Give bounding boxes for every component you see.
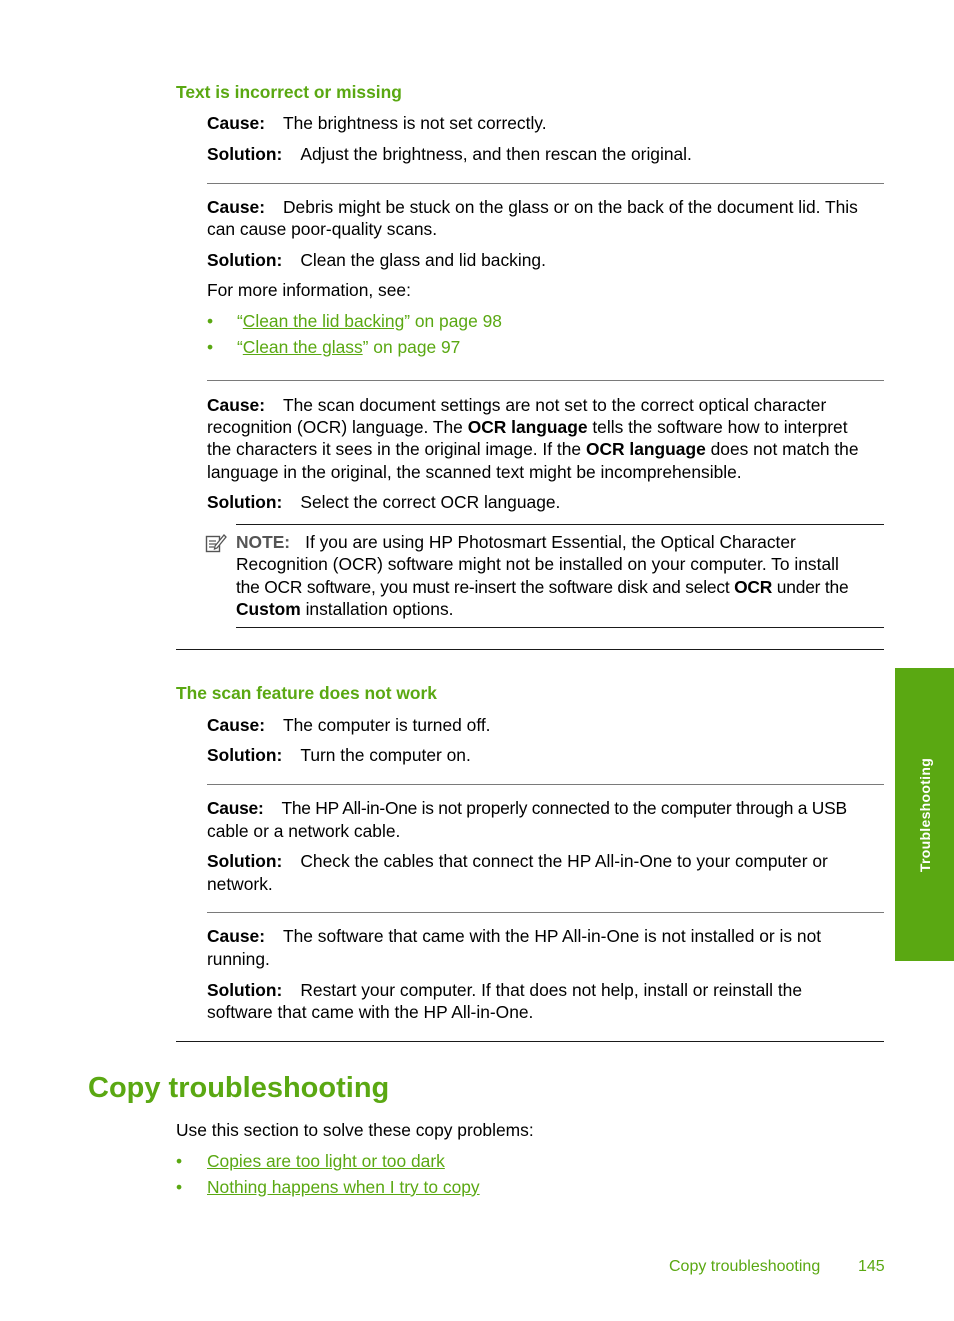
link-nothing-happens-text[interactable]: Nothing happens when I try to copy <box>207 1177 480 1197</box>
solution-text: Clean the glass and lid backing. <box>300 250 546 270</box>
cause-text: Debris might be stuck on the glass or on the back of the document lid. This <box>283 197 858 217</box>
ocr-term: OCR <box>734 577 773 597</box>
note-text-continued <box>236 598 453 620</box>
copy-intro-text: Use this section to solve these copy problems: <box>176 1120 534 1140</box>
side-tab-troubleshooting <box>895 668 954 961</box>
cause-text: The HP All-in-One is not properly connected to the computer through a USB <box>281 798 847 818</box>
cause-row <box>207 714 491 736</box>
cause-text-continued: can cause poor-quality scans. <box>207 219 438 239</box>
list-item <box>176 1150 182 1172</box>
bullet: • <box>207 311 214 331</box>
text-run: installation options. <box>300 599 454 619</box>
cause-label: Cause: <box>207 113 265 133</box>
list-item <box>207 310 213 332</box>
link-item-clean-lid[interactable] <box>237 310 502 332</box>
note-pencil-icon <box>205 532 227 554</box>
text-run: does not match the <box>705 439 859 459</box>
cause-row <box>207 797 847 819</box>
section-heading-text-incorrect: Text is incorrect or missing <box>176 82 402 102</box>
link-clean-lid-backing[interactable]: Clean the lid backing <box>242 311 405 331</box>
divider <box>207 784 884 785</box>
bullet: • <box>176 1151 183 1171</box>
cause-text-continued: running. <box>207 949 270 969</box>
solution-text: Select the correct OCR language. <box>300 492 561 512</box>
note-text: If you are using HP Photosmart Essential, the Optical Character <box>305 532 796 552</box>
solution-row <box>207 744 471 766</box>
text-run: tells the software how to interpret <box>587 417 848 437</box>
solution-row <box>207 143 692 165</box>
solution-label: Solution: <box>207 492 283 512</box>
text-run: under the <box>772 577 849 597</box>
cause-row <box>207 394 826 416</box>
cause-label: Cause: <box>207 798 264 818</box>
cause-text-continued <box>207 416 848 438</box>
note-label: NOTE: <box>236 532 291 552</box>
solution-row <box>207 491 560 513</box>
solution-row <box>207 979 802 1001</box>
solution-text: Restart your computer. If that does not help, install or reinstall the <box>300 980 803 1000</box>
solution-text: Turn the computer on. <box>300 745 471 765</box>
solution-text: Check the cables that connect the HP All-in-One to your computer or <box>300 851 828 871</box>
section-divider <box>176 649 884 650</box>
open-quote: “ <box>237 337 243 357</box>
solution-label: Solution: <box>207 745 283 765</box>
solution-text: Adjust the brightness, and then rescan the original. <box>300 144 692 164</box>
link-nothing-happens[interactable] <box>207 1176 480 1198</box>
text-run: the characters it sees in the original image. If the <box>207 439 586 459</box>
cause-text-continued: language in the original, the scanned text might be incomprehensible. <box>207 462 742 482</box>
cause-row <box>207 112 547 134</box>
bullet: • <box>176 1177 183 1197</box>
open-quote: “ <box>237 311 243 331</box>
custom-term: Custom <box>236 599 301 619</box>
list-item <box>207 336 213 358</box>
section-heading-scan-feature: The scan feature does not work <box>176 683 437 703</box>
cause-row <box>207 925 821 947</box>
page-title-copy-troubleshooting: Copy troubleshooting <box>88 1072 390 1104</box>
note-text-continued: Recognition (OCR) software might not be installed on your computer. To install <box>236 554 839 574</box>
solution-label: Solution: <box>207 851 283 871</box>
text-run: recognition (OCR) language. The <box>207 417 468 437</box>
footer-section-name: Copy troubleshooting <box>669 1258 821 1275</box>
ocr-language-term: OCR language <box>585 439 706 459</box>
note-bottom-rule <box>236 627 884 628</box>
ocr-language-term: OCR language <box>467 417 588 437</box>
solution-text-continued: software that came with the HP All-in-One. <box>207 1002 534 1022</box>
note-text-continued <box>236 576 848 598</box>
cause-text: The computer is turned off. <box>283 715 491 735</box>
cause-label: Cause: <box>207 926 265 946</box>
divider <box>207 380 884 381</box>
cause-text-continued: cable or a network cable. <box>207 821 401 841</box>
text-run: the OCR software, you must re-insert the software disk and select <box>236 577 735 597</box>
solution-row <box>207 249 546 271</box>
note-top-rule <box>236 524 884 525</box>
page-number: 145 <box>858 1258 885 1275</box>
cause-text: The brightness is not set correctly. <box>283 113 547 133</box>
divider <box>207 912 884 913</box>
more-info-text: For more information, see: <box>207 280 411 300</box>
section-divider <box>176 1041 884 1042</box>
cause-label: Cause: <box>207 395 265 415</box>
solution-label: Solution: <box>207 144 283 164</box>
link-copies-too-light-text[interactable]: Copies are too light or too dark <box>207 1151 445 1171</box>
cause-row <box>207 196 858 218</box>
link-page-ref: ” on page 97 <box>362 337 461 357</box>
solution-text-continued: network. <box>207 874 273 894</box>
solution-label: Solution: <box>207 980 283 1000</box>
cause-text: The software that came with the HP All-in-One is not installed or is not <box>283 926 822 946</box>
cause-text: The scan document settings are not set to the correct optical character <box>283 395 827 415</box>
cause-label: Cause: <box>207 197 265 217</box>
cause-label: Cause: <box>207 715 265 735</box>
link-page-ref: ” on page 98 <box>404 311 502 331</box>
link-copies-too-light[interactable] <box>207 1150 445 1172</box>
link-item-clean-glass[interactable] <box>237 336 460 358</box>
note-row <box>236 531 796 553</box>
list-item <box>176 1176 182 1198</box>
bullet: • <box>207 337 214 357</box>
cause-text-continued <box>207 438 859 460</box>
solution-label: Solution: <box>207 250 283 270</box>
link-clean-glass[interactable]: Clean the glass <box>242 337 363 357</box>
solution-row <box>207 850 828 872</box>
side-tab-label: Troubleshooting <box>916 757 933 872</box>
divider <box>207 183 884 184</box>
